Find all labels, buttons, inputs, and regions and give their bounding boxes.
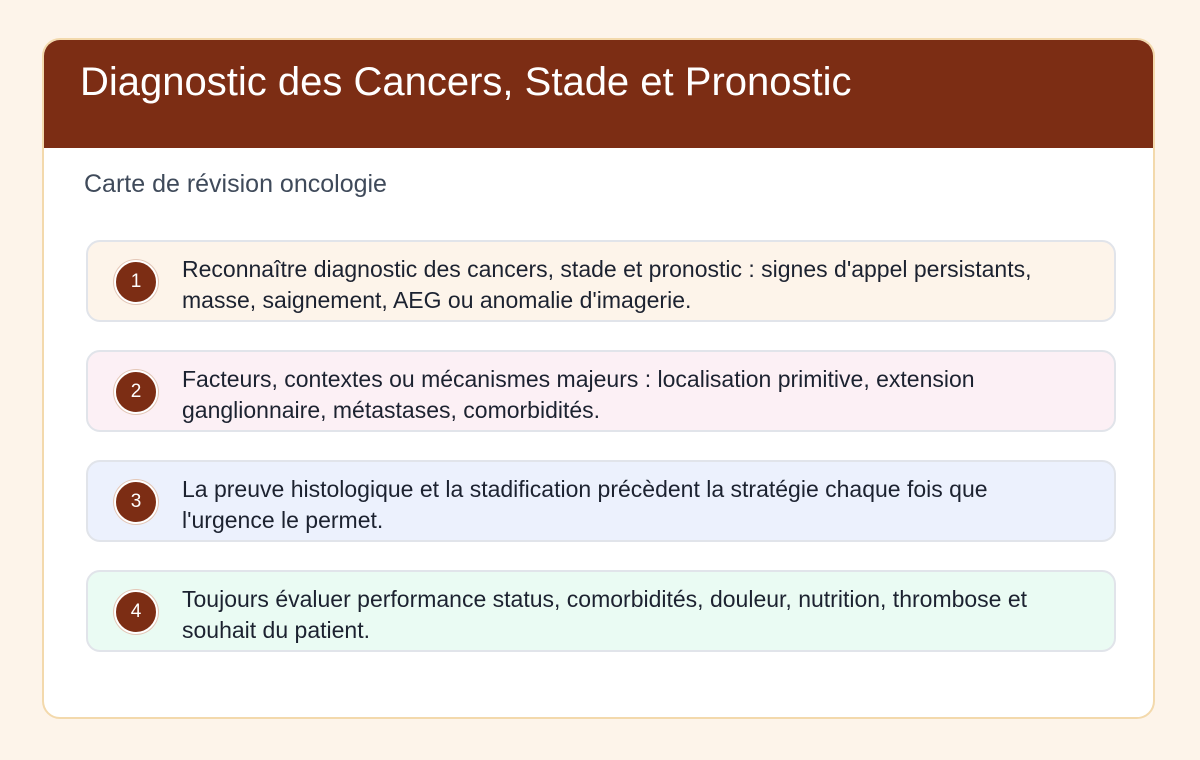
list-item-1 bbox=[86, 240, 1116, 322]
item-text: La preuve histologique et la stadification précèdent la stratégie chaque fois que l'urgence le permet. bbox=[182, 476, 988, 533]
revision-card bbox=[42, 38, 1155, 719]
item-text: Reconnaître diagnostic des cancers, stade et pronostic : signes d'appel persistants, masse, saignement, AEG ou anomalie d'imagerie. bbox=[182, 256, 1032, 313]
item-list bbox=[86, 240, 1116, 680]
number-badge: 4 bbox=[114, 590, 158, 634]
card-subtitle: Carte de révision oncologie bbox=[84, 170, 387, 198]
number-badge: 1 bbox=[114, 260, 158, 304]
list-item-2 bbox=[86, 350, 1116, 432]
number-badge: 2 bbox=[114, 370, 158, 414]
list-item-4 bbox=[86, 570, 1116, 652]
item-text: Facteurs, contextes ou mécanismes majeurs : localisation primitive, extension ganglionnaire, métastases, comorbidités. bbox=[182, 366, 975, 423]
number-badge: 3 bbox=[114, 480, 158, 524]
item-text: Toujours évaluer performance status, comorbidités, douleur, nutrition, thrombose et souhait du patient. bbox=[182, 586, 1028, 643]
card-title: Diagnostic des Cancers, Stade et Pronostic bbox=[80, 60, 852, 104]
list-item-3 bbox=[86, 460, 1116, 542]
card-header bbox=[44, 40, 1153, 148]
